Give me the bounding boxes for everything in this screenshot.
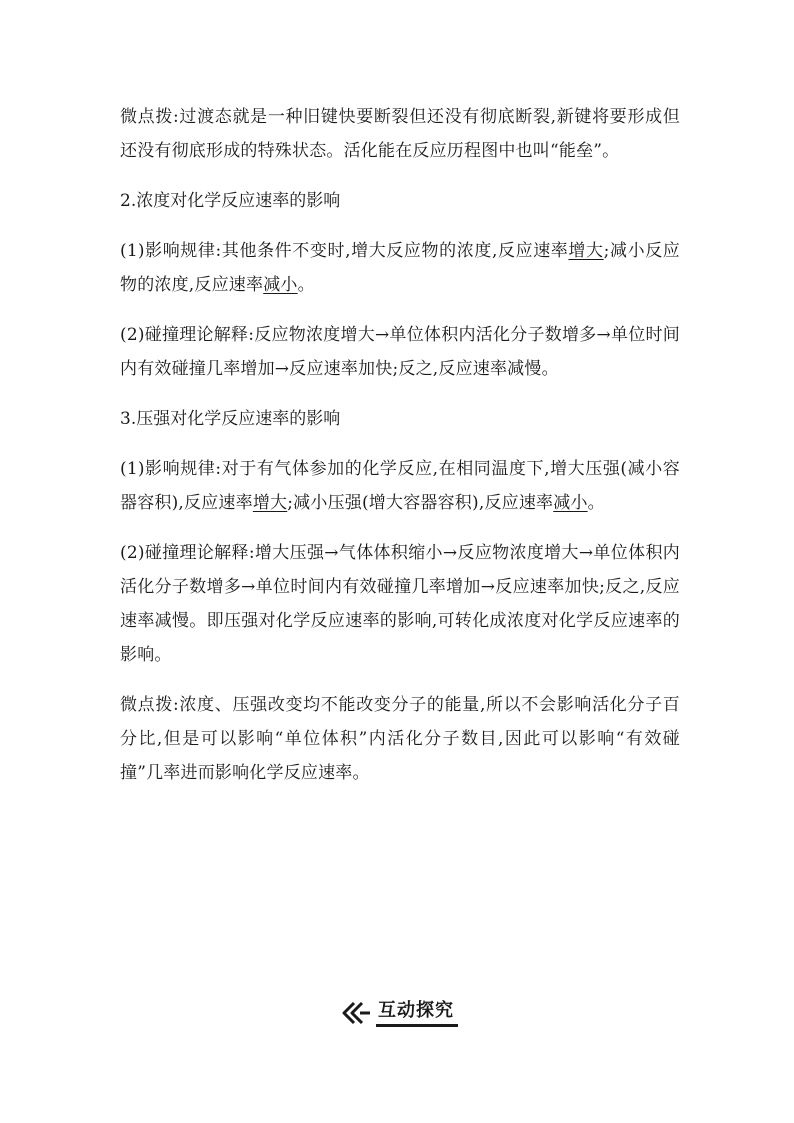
paragraph-concentration-explanation: (2)碰撞理论解释:反应物浓度增大→单位体积内活化分子数增多→单位时间内有效碰撞几率增加→反应速率加快;反之,反应速率减慢。 bbox=[120, 325, 680, 379]
section-badge-interactive-inquiry bbox=[342, 998, 458, 1028]
text-run: (1)影响规律:其他条件不变时,增大反应物的浓度,反应速率 bbox=[120, 241, 569, 261]
tip-paragraph-transition-state: 微点拨:过渡态就是一种旧键快要断裂但还没有彻底断裂,新键将要形成但还没有彻底形成的特殊状态。活化能在反应历程图中也叫“能垒”。 bbox=[120, 107, 680, 161]
answer-blank-decrease: 减小 bbox=[263, 275, 298, 295]
paragraph-pressure-rule bbox=[120, 452, 680, 520]
section-heading-concentration: 2.浓度对化学反应速率的影响 bbox=[120, 191, 341, 211]
document-body bbox=[120, 100, 680, 806]
paragraph-pressure-explanation: (2)碰撞理论解释:增大压强→气体体积缩小→反应物浓度增大→单位体积内活化分子数增多→单位时间内有效碰撞几率增加→反应速率加快;反之,反应速率减慢。即压强对化学反应速率的影响,可转化成浓度对化学反应速率的影响。 bbox=[120, 543, 680, 665]
answer-blank-decrease: 减小 bbox=[553, 493, 588, 513]
answer-blank-increase: 增大 bbox=[252, 493, 288, 513]
text-run: 。 bbox=[587, 493, 605, 513]
double-chevron-icon bbox=[342, 1000, 372, 1026]
tip-paragraph-concentration-pressure: 微点拨:浓度、压强改变均不能改变分子的能量,所以不会影响活化分子百分比,但是可以影响“单位体积”内活化分子数目,因此可以影响“有效碰撞”几率进而影响化学反应速率。 bbox=[120, 695, 680, 783]
text-run: ;减小反应物的浓度,反应速率 bbox=[120, 241, 680, 295]
section-heading-pressure: 3.压强对化学反应速率的影响 bbox=[120, 409, 341, 429]
paragraph-concentration-rule bbox=[120, 234, 680, 302]
answer-blank-increase: 增大 bbox=[568, 241, 604, 261]
section-badge-label: 互动探究 bbox=[376, 999, 458, 1027]
text-run: ;减小压强(增大容器容积),反应速率 bbox=[287, 493, 554, 513]
text-run: 。 bbox=[297, 275, 315, 295]
text-run: (1)影响规律:对于有气体参加的化学反应,在相同温度下,增大压强(减小容器容积),反应速率 bbox=[120, 459, 680, 513]
